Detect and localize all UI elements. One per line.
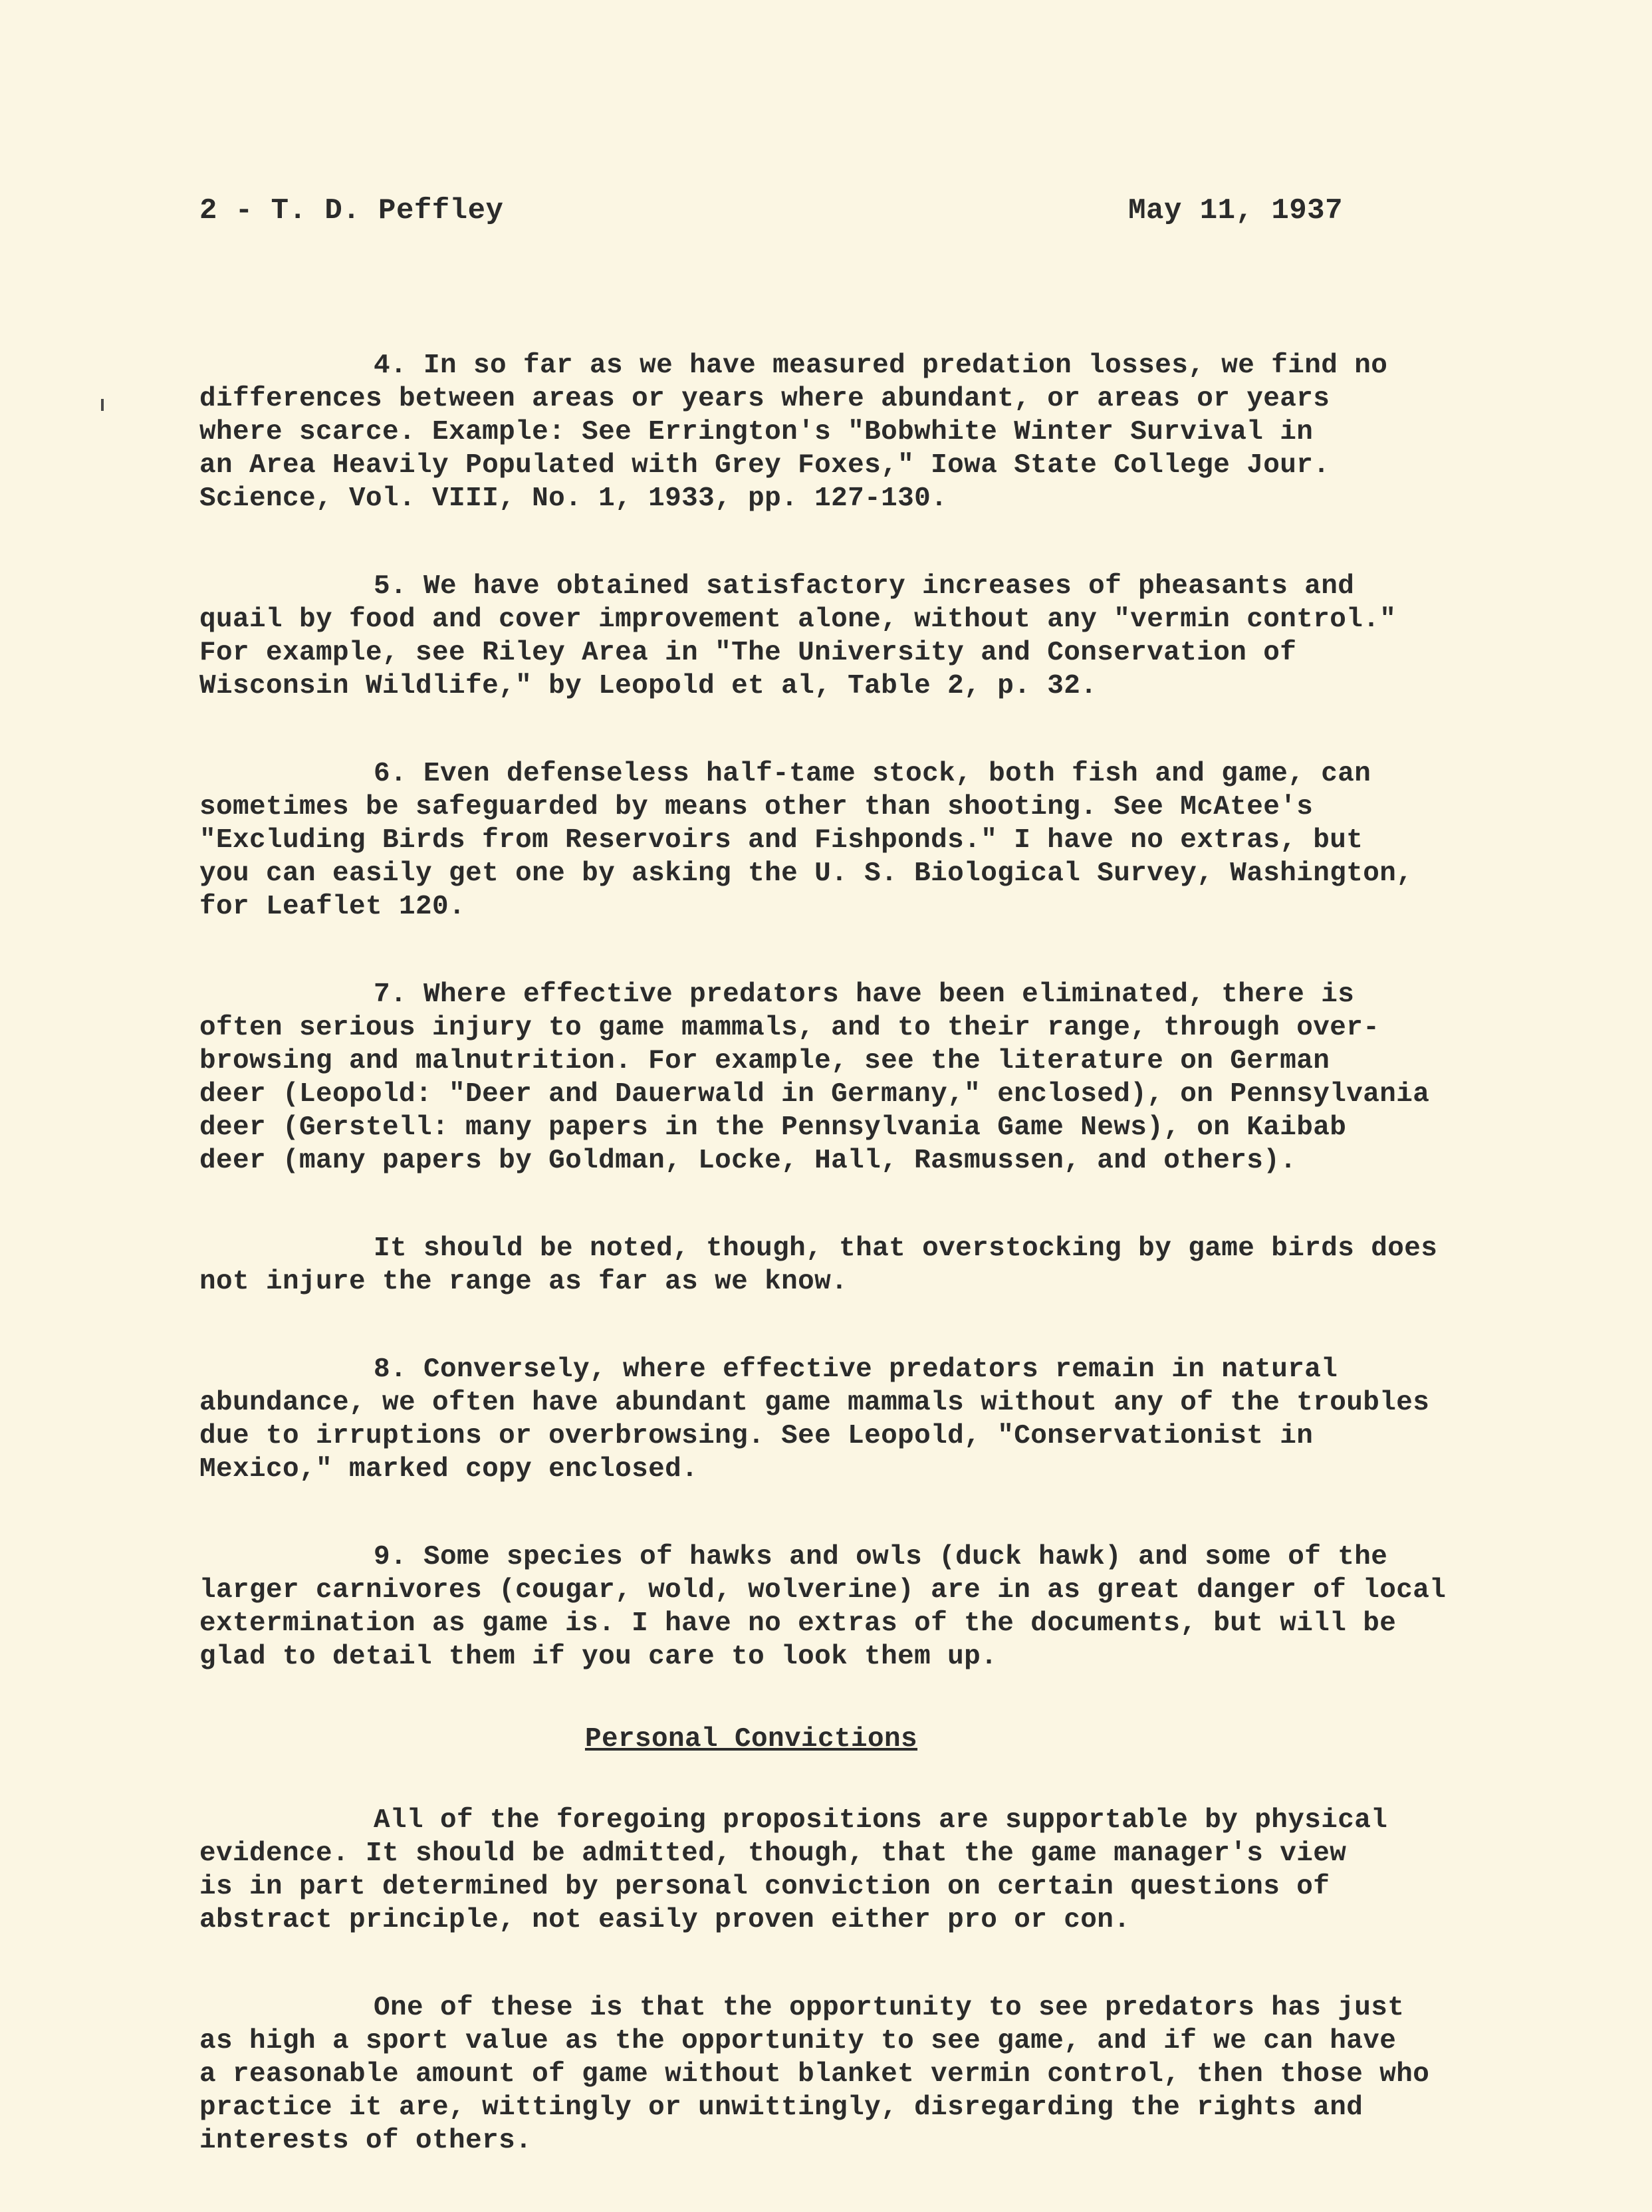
paragraph [199, 757, 1463, 923]
text-line: glad to detail them if you care to look them up. [199, 1642, 998, 1672]
text-line: One of these is that the opportunity to see predators has just [374, 1993, 1405, 2023]
text-line: For example, see Riley Area in "The University and Conservation of [199, 638, 1297, 668]
text-line: is in part determined by personal conviction on certain questions of [199, 1872, 1330, 1902]
text-line: 4. In so far as we have measured predation losses, we find no [374, 350, 1388, 381]
header-date: May 11, 1937 [1128, 194, 1343, 227]
text-line: 8. Conversely, where effective predators remain in natural [374, 1354, 1338, 1385]
text-line: Science, Vol. VIII, No. 1, 1933, pp. 127-130. [199, 483, 948, 514]
margin-mark [101, 399, 104, 411]
text-line: differences between areas or years where abundant, or areas or years [199, 384, 1330, 414]
text-line: sometimes be safeguarded by means other than shooting. See McAtee's [199, 792, 1314, 822]
text-line: for Leaflet 120. [199, 892, 466, 922]
paragraph [199, 1353, 1463, 1486]
text-line: Mexico," marked copy enclosed. [199, 1454, 699, 1485]
text-line: an Area Heavily Populated with Grey Foxes," Iowa State College Jour. [199, 450, 1330, 481]
paragraph [199, 978, 1463, 1177]
text-line: quail by food and cover improvement alone, without any "vermin control." [199, 604, 1397, 635]
text-line: extermination as game is. I have no extras of the documents, but will be [199, 1608, 1397, 1639]
text-line: "Excluding Birds from Reservoirs and Fishponds." I have no extras, but [199, 825, 1363, 856]
text-line: interests of others. [199, 2126, 532, 2156]
text-line: due to irruptions or overbrowsing. See Leopold, "Conservationist in [199, 1421, 1314, 1451]
text-line: deer (Gerstell: many papers in the Pennsylvania Game News), on Kaibab [199, 1112, 1347, 1143]
text-line: not injure the range as far as we know. [199, 1267, 848, 1297]
section-heading: Personal Convictions [584, 1724, 918, 1755]
text-line: you can easily get one by asking the U. S. Biological Survey, Washington, [199, 858, 1413, 889]
paragraph [199, 1232, 1463, 1298]
text-line: 9. Some species of hawks and owls (duck hawk) and some of the [374, 1542, 1388, 1572]
text-line: larger carnivores (cougar, wold, wolverine) are in as great danger of local [199, 1575, 1447, 1606]
text-line: All of the foregoing propositions are supportable by physical [374, 1805, 1388, 1836]
text-line: often serious injury to game mammals, and to their range, through over- [199, 1013, 1380, 1043]
paragraph [199, 1804, 1463, 1937]
text-line: a reasonable amount of game without blanket vermin control, then those who [199, 2059, 1430, 2090]
text-line: 5. We have obtained satisfactory increases of pheasants and [374, 571, 1355, 602]
paragraph [199, 570, 1463, 703]
text-line: deer (Leopold: "Deer and Dauerwald in Germany," enclosed), on Pennsylvania [199, 1079, 1430, 1110]
text-line: where scarce. Example: See Errington's "Bobwhite Winter Survival in [199, 417, 1314, 447]
text-line: 6. Even defenseless half-tame stock, both fish and game, can [374, 759, 1371, 789]
paragraph [199, 1540, 1463, 1673]
text-line: browsing and malnutrition. For example, see the literature on German [199, 1046, 1330, 1076]
numbered-paragraphs [199, 349, 1463, 1673]
text-line: abstract principle, not easily proven either pro or con. [199, 1905, 1131, 1935]
letter-body [199, 349, 1463, 2212]
paragraph [199, 349, 1463, 515]
closing-paragraphs [199, 1804, 1463, 2157]
text-line: abundance, we often have abundant game mammals without any of the troubles [199, 1388, 1430, 1418]
text-line: evidence. It should be admitted, though, that the game manager's view [199, 1838, 1347, 1869]
header-recipient: 2 - T. D. Peffley [199, 194, 504, 227]
text-line: It should be noted, though, that overstocking by game birds does [374, 1233, 1438, 1264]
paragraph [199, 1991, 1463, 2157]
text-line: 7. Where effective predators have been eliminated, there is [374, 979, 1355, 1010]
text-line: practice it are, wittingly or unwittingly, disregarding the rights and [199, 2092, 1363, 2123]
text-line: as high a sport value as the opportunity to see game, and if we can have [199, 2026, 1397, 2056]
text-line: deer (many papers by Goldman, Locke, Hall, Rasmussen, and others). [199, 1146, 1297, 1176]
text-line: Wisconsin Wildlife," by Leopold et al, Table 2, p. 32. [199, 671, 1098, 701]
